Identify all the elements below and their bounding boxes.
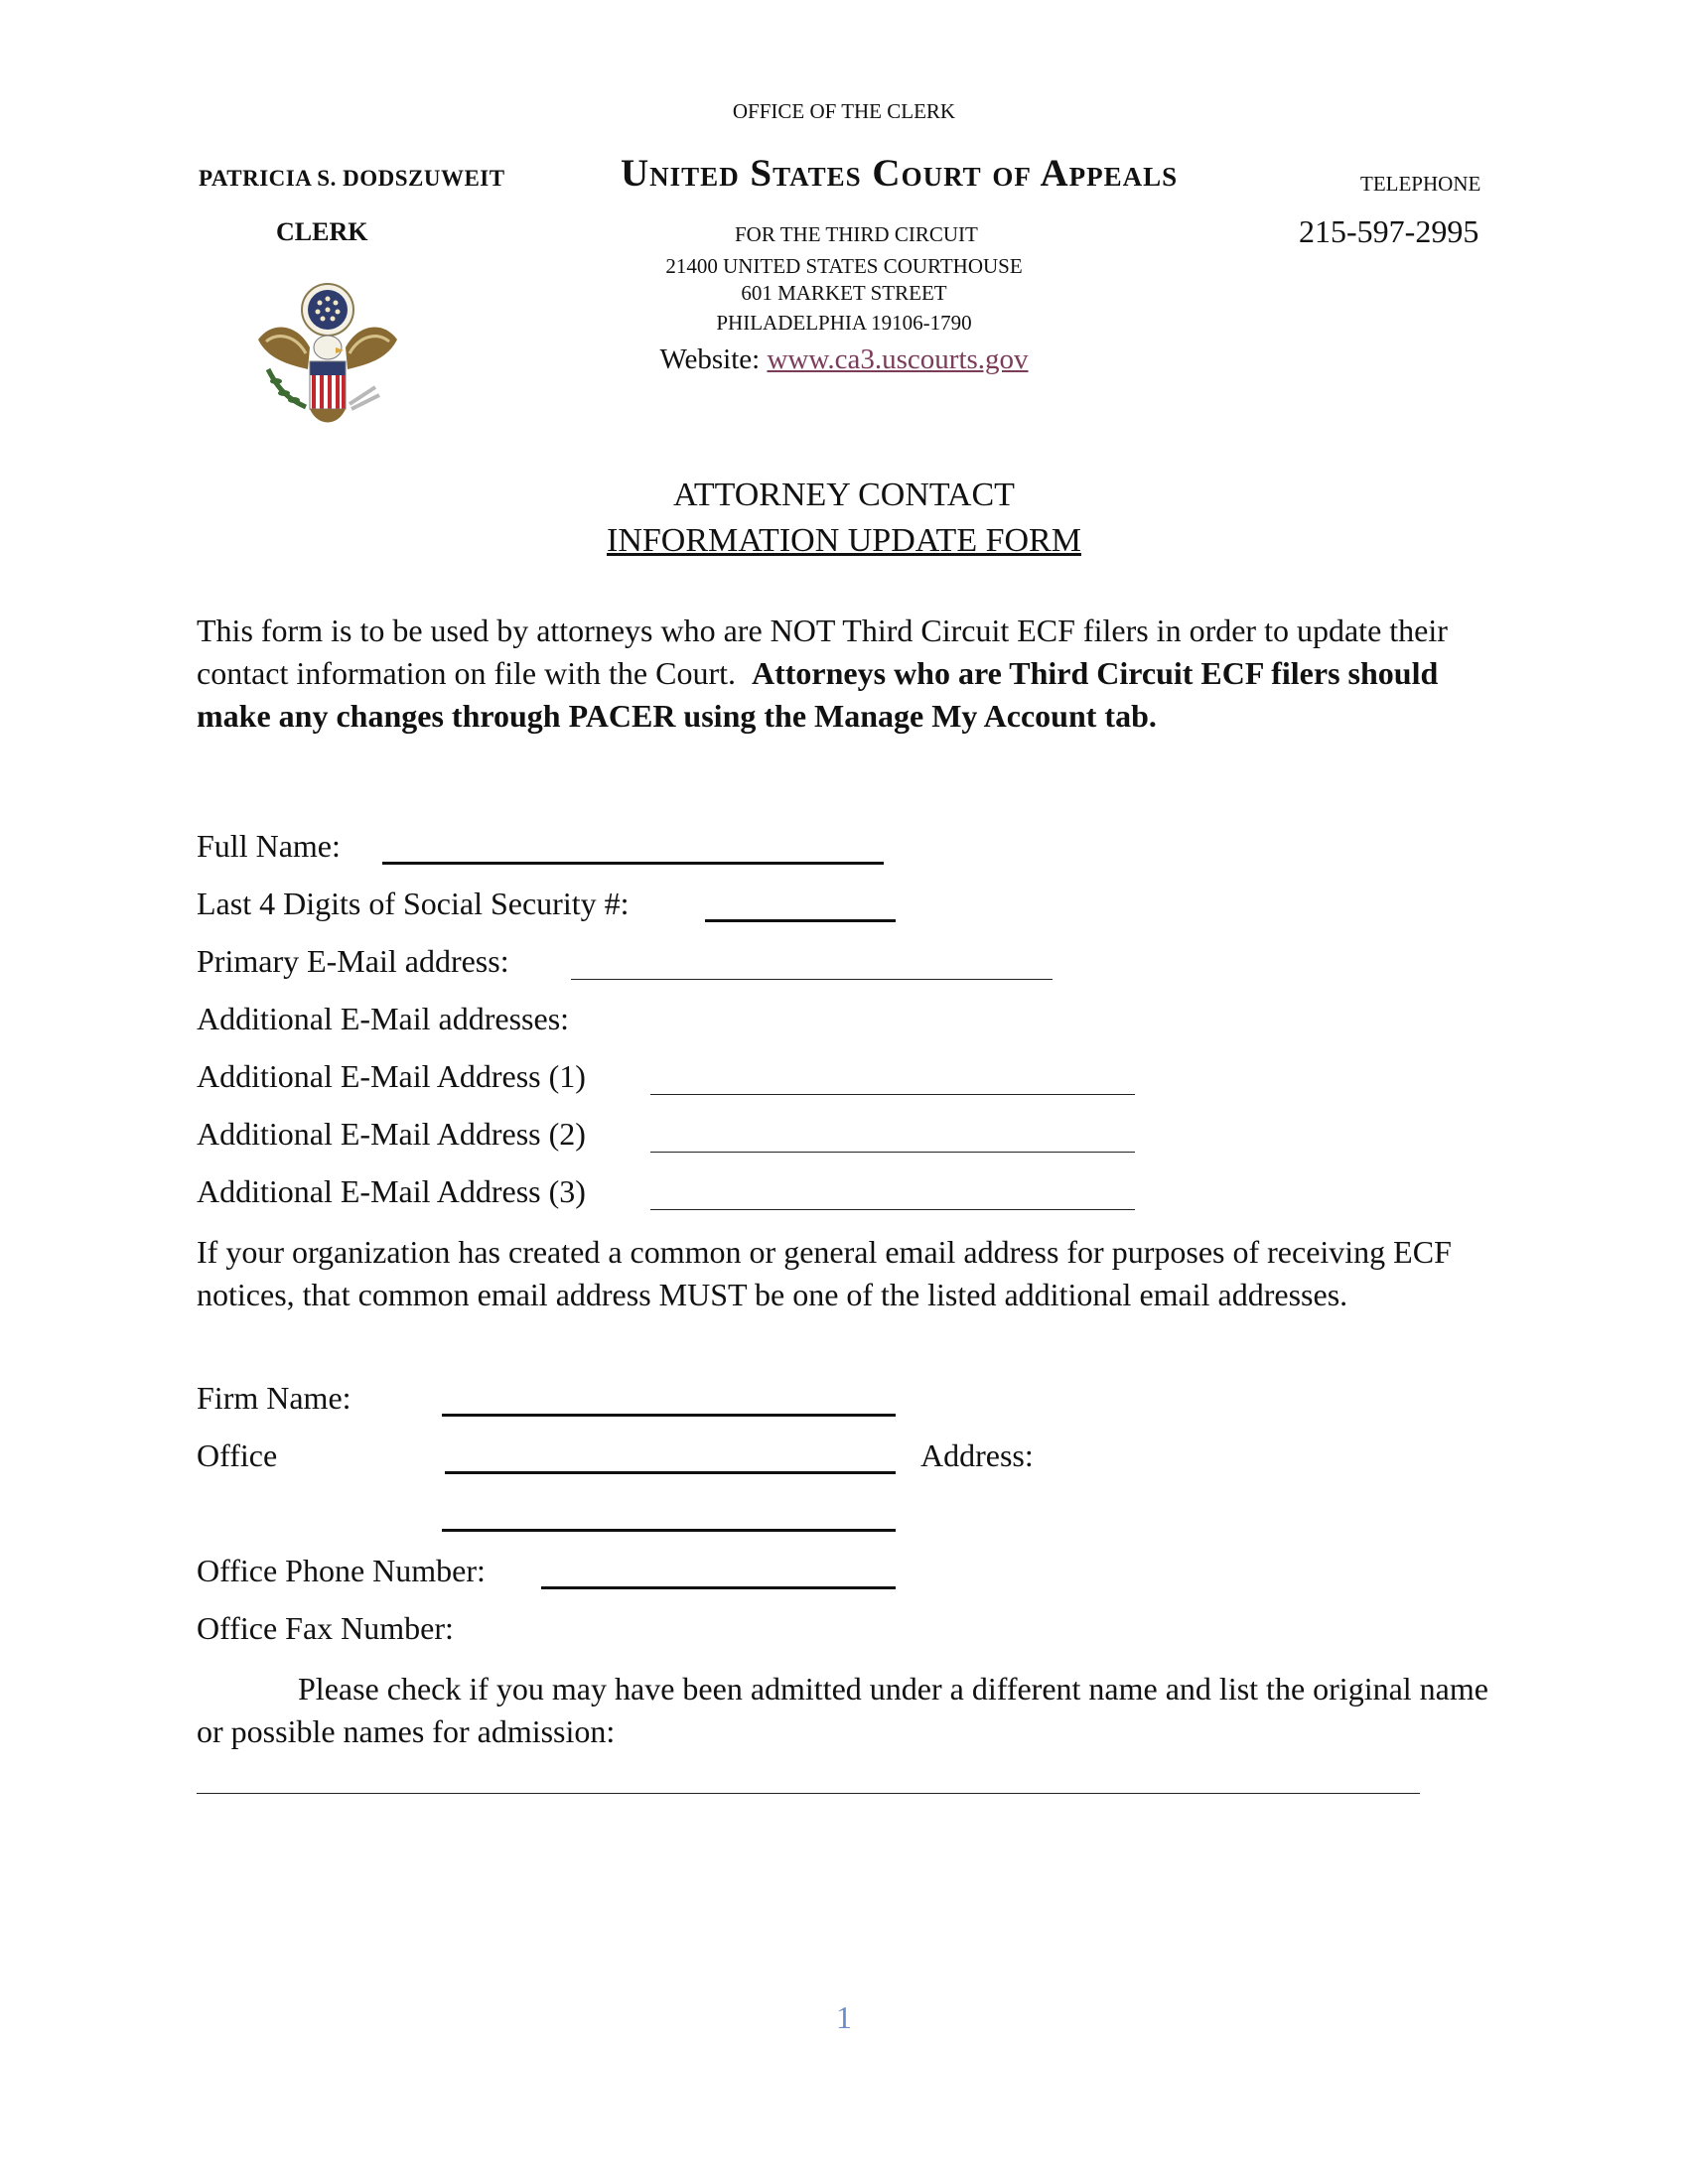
address-line-1: 21400 UNITED STATES COURTHOUSE [665,254,1023,278]
office-label: OFFICE OF THE CLERK [732,99,956,123]
primary-email-label: Primary E-Mail address: [197,943,509,979]
court-name-text: United States Court of Appeals [621,152,1179,195]
additional-email-1-field[interactable] [650,1094,1135,1095]
telephone-label: TELEPHONE [1360,172,1481,196]
intro-bold-text: Attorneys who are Third Circuit ECF filers should make any changes through PACER using the Manage My Account tab. [197,655,1439,734]
office-address-field-2[interactable] [442,1529,896,1532]
additional-email-2-field[interactable] [650,1152,1135,1153]
admission-note: Please check if you may have been admitted under a different name and list the original name or possible names for admission: [197,1671,1488,1749]
additional-email-3-label: Additional E-Mail Address (3) [197,1173,586,1209]
page-number: 1 [836,1999,852,2035]
circuit-label: FOR THE THIRD CIRCUIT [735,222,978,246]
form-title-line-2: INFORMATION UPDATE FORM [607,522,1081,559]
clerk-title: CLERK [276,217,368,246]
court-seal-eagle-icon [248,270,422,439]
website-link[interactable]: www.ca3.uscourts.gov [767,343,1029,375]
additional-email-3-field[interactable] [650,1209,1135,1210]
clerk-name: PATRICIA S. DODSZUWEIT [199,166,505,191]
primary-email-field[interactable] [571,979,1053,980]
office-phone-field[interactable] [541,1586,896,1589]
ssn-label: Last 4 Digits of Social Security #: [197,886,630,921]
ssn-field[interactable] [705,919,896,922]
office-phone-label: Office Phone Number: [197,1553,486,1588]
firm-name-field[interactable] [442,1414,896,1417]
address-line-2: 601 MARKET STREET [741,281,947,305]
address-line-3: PHILADELPHIA 19106-1790 [716,311,972,335]
office-label: Office [197,1437,278,1473]
court-name [621,151,1178,196]
office-address-field-1[interactable] [445,1471,896,1474]
telephone-number: 215-597-2995 [1299,213,1479,249]
additional-emails-label: Additional E-Mail addresses: [197,1001,570,1036]
address-label: Address: [920,1437,1034,1473]
additional-email-1-label: Additional E-Mail Address (1) [197,1058,586,1094]
form-title-line-1: ATTORNEY CONTACT [673,477,1015,513]
intro-text: This form is to be used by attorneys who are NOT Third Circuit ECF filers in order to update their contact information on file with the Court. [197,613,1448,691]
firm-name-label: Firm Name: [197,1380,352,1416]
common-email-note: If your organization has created a common or general email address for purposes of receiving ECF notices, that common email address MUST be one of the listed additional email addresses. [197,1234,1452,1312]
admission-names-field[interactable] [197,1793,1420,1794]
full-name-label: Full Name: [197,828,341,864]
website-label: Website: [659,343,761,375]
office-fax-label: Office Fax Number: [197,1610,454,1646]
full-name-field[interactable] [382,862,884,865]
intro-paragraph [197,610,1497,738]
additional-email-2-label: Additional E-Mail Address (2) [197,1116,586,1152]
